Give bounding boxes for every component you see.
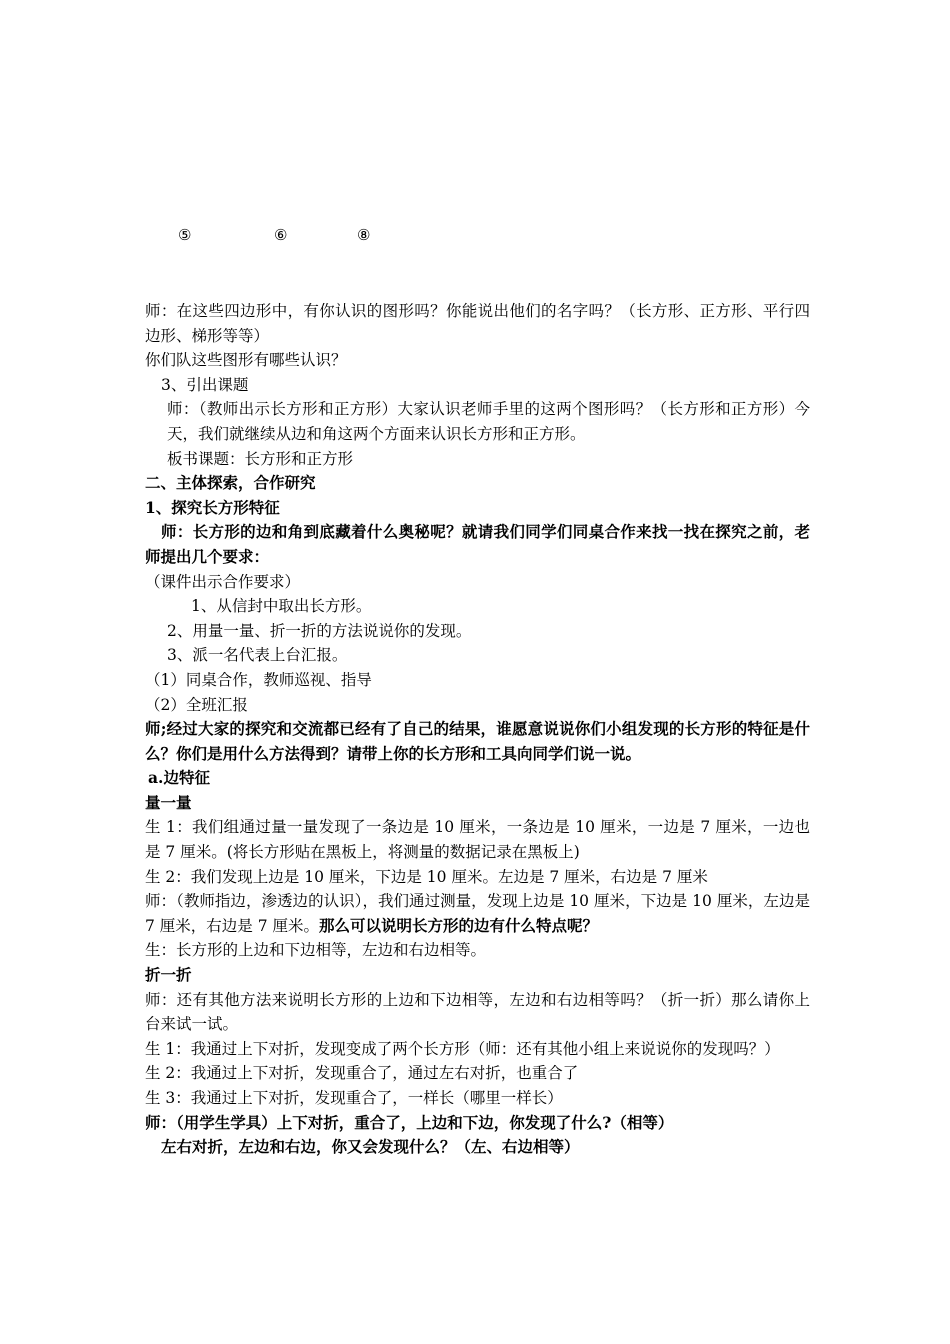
step-3-heading: 3、引出课题 <box>161 375 249 394</box>
activity-2: （2）全班汇报 <box>145 695 248 714</box>
teacher-fold-vertical: 师：（用学生学具）上下对折，重合了，上边和下边，你发现了什么?（相等） <box>145 1112 674 1132</box>
student-3-fold: 生 3：我通过上下对折，发现重合了，一样长（哪里一样长） <box>145 1089 563 1107</box>
courseware-note: （课件出示合作要求） <box>145 572 301 591</box>
teacher-fold-horizontal: 左右对折，左边和右边，你又会发现什么？（左、右边相等） <box>161 1137 580 1157</box>
subsection-1-heading: 1、探究长方形特征 <box>145 497 280 517</box>
student-2-measure: 生 2：我们发现上边是 10 厘米，下边是 10 厘米。左边是 7 厘米，右边是 7 厘米 <box>145 867 708 886</box>
teacher-measure-summary <box>145 889 810 938</box>
teacher-intro-text: 师：（教师出示长方形和正方形）大家认识老师手里的这两个图形吗？（长方形和正方形）今天，我们就继续从边和角这两个方面来认识长方形和正方形。 <box>167 400 810 443</box>
student-measure-answer: 生：长方形的上边和下边相等，左边和右边相等。 <box>145 941 487 960</box>
figure-marker-6: ⑥ <box>274 226 288 244</box>
side-feature-heading: a.边特征 <box>148 768 210 788</box>
requirement-3: 3、派一名代表上台汇报。 <box>167 646 348 665</box>
teacher-followup: 你们队这些图形有哪些认识？ <box>145 351 347 370</box>
student-1-fold: 生 1：我通过上下对折，发现变成了两个长方形（师：还有其他小组上来说说你的发现吗？） <box>145 1039 780 1058</box>
teacher-measure-question: 那么可以说明长方形的边有什么特点呢？ <box>319 915 599 935</box>
requirement-1: 1、从信封中取出长方形。 <box>191 597 372 616</box>
activity-1: （1）同桌合作，教师巡视、指导 <box>145 670 372 689</box>
section-2-heading: 二、主体探索，合作研究 <box>145 473 316 493</box>
teacher-fold-prompt: 师：还有其他方法来说明长方形的上边和下边相等，左边和右边相等吗？（折一折）那么请你上台来试一试。 <box>145 990 810 1034</box>
board-title: 板书课题：长方形和正方形 <box>167 449 354 468</box>
measure-heading: 量一量 <box>145 792 192 812</box>
teacher-challenge: 师：长方形的边和角到底藏着什么奥秘呢？就请我们同学们同桌合作来找一找在探究之前，老师提出几个要求： <box>145 522 810 566</box>
lesson-text <box>145 299 810 1160</box>
figure-markers <box>0 226 950 250</box>
teacher-question: 师：在这些四边形中，有你认识的图形吗？你能说出他们的名字吗？（长方形、正方形、平行四边形、梯形等等） <box>145 302 810 345</box>
figure-marker-5: ⑤ <box>178 226 192 244</box>
teacher-report-prompt: 师;经过大家的探究和交流都已经有了自己的结果，谁愿意说说你们小组发现的长方形的特征是什么？你们是用什么方法得到？请带上你的长方形和工具向同学们说一说。 <box>145 719 810 763</box>
fold-heading: 折一折 <box>145 965 192 985</box>
teacher-measure-text: 师：（教师指边，渗透边的认识），我们通过测量，发现上边是 10 厘米，下边是 10 厘米，左边是 7 厘米，右边是 7 厘米。 <box>145 892 810 935</box>
student-2-fold: 生 2：我通过上下对折，发现重合了，通过左右对折，也重合了 <box>145 1064 579 1083</box>
requirement-2: 2、用量一量、折一折的方法说说你的发现。 <box>167 621 472 640</box>
student-1-measure: 生 1：我们组通过量一量发现了一条边是 10 厘米，一条边是 10 厘米，一边是 7 厘米，一边也是 7 厘米。(将长方形贴在黑板上，将测量的数据记录在黑板上) <box>145 818 810 862</box>
teacher-intro <box>145 397 810 446</box>
figure-marker-8: ⑧ <box>357 226 371 244</box>
